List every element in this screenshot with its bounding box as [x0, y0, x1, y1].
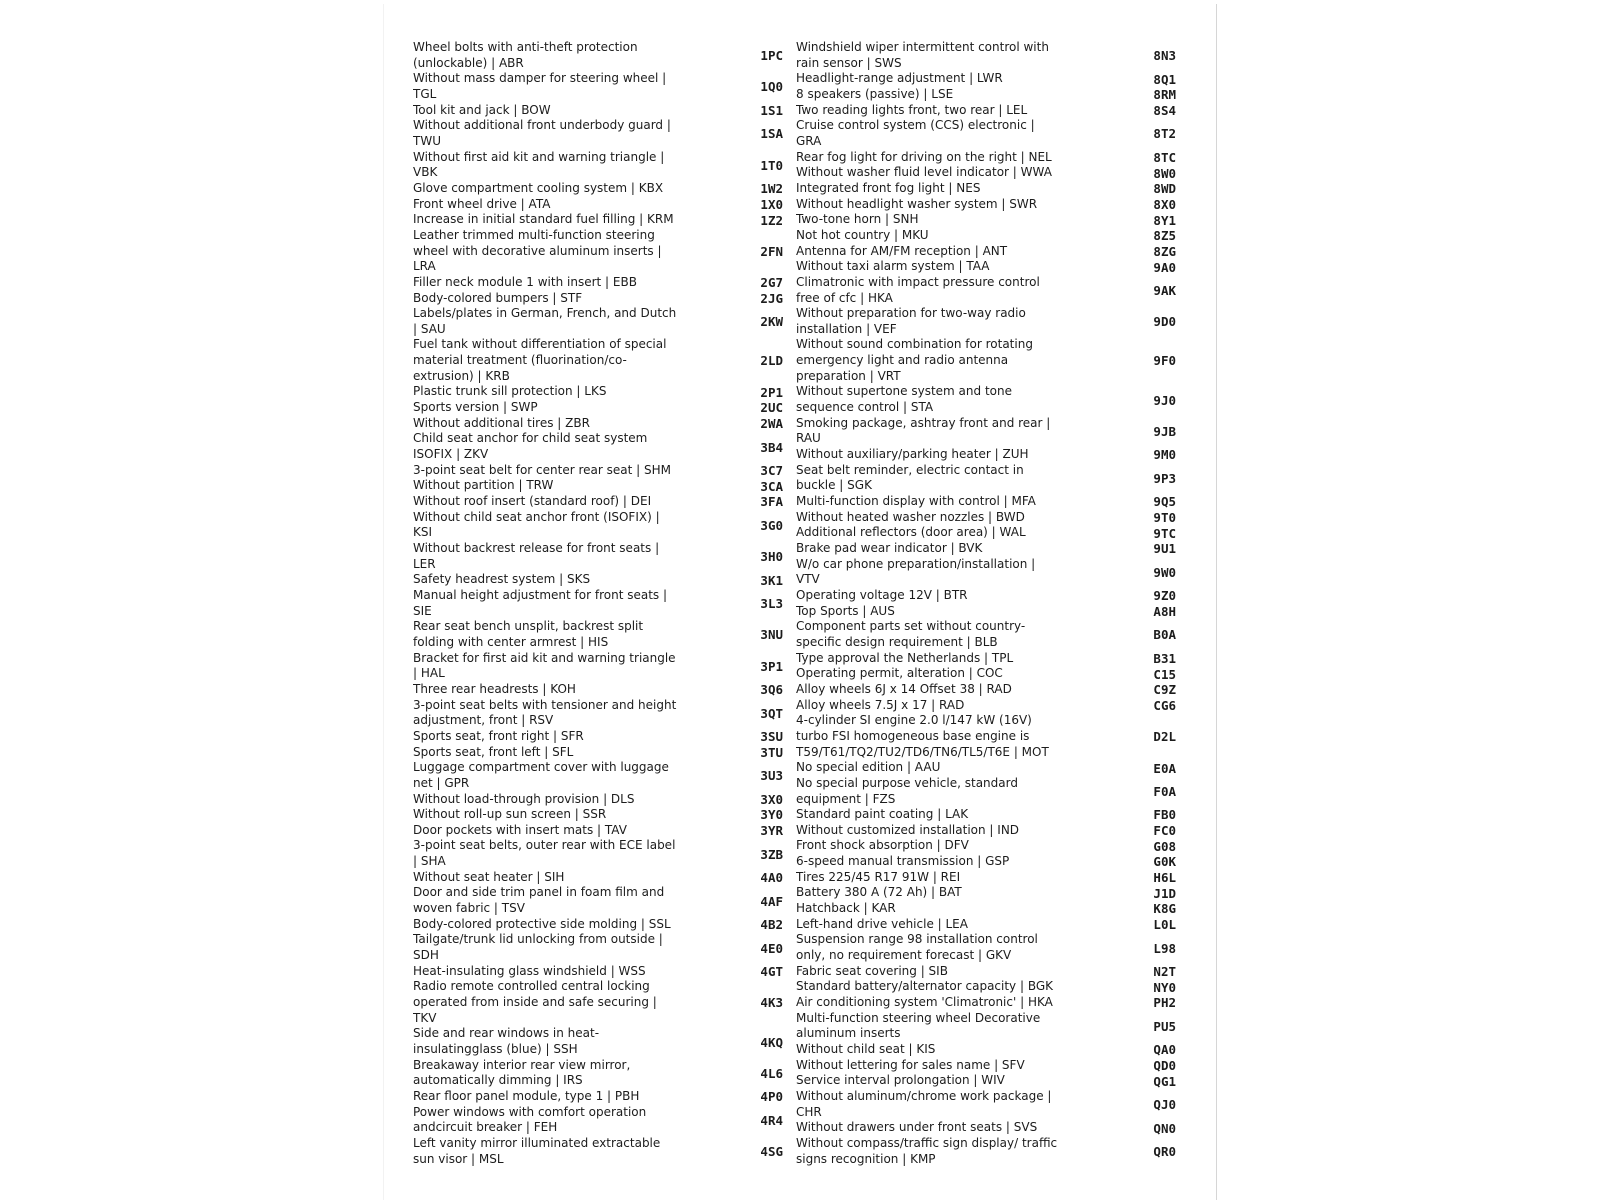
- option-description: Body-colored bumpers | STF: [413, 290, 583, 305]
- option-description: Power windows with comfort operation andcircuit breaker | FEH: [413, 1104, 647, 1135]
- option-description: Integrated front fog light | NES: [796, 180, 981, 195]
- option-description: Without roll-up sun screen | SSR: [413, 807, 607, 822]
- option-code: 3FA: [760, 494, 783, 510]
- option-code: 3G0: [760, 517, 783, 533]
- option-description: Additional reflectors (door area) | WAL: [796, 525, 1026, 540]
- option-description: Door and side trim panel in foam film and woven fabric | TSV: [413, 885, 665, 916]
- option-code: 1W2: [760, 181, 783, 197]
- option-description: Smoking package, ashtray front and rear | RAU: [796, 415, 1051, 446]
- option-description: Rear floor panel module, type 1 | PBH: [413, 1088, 640, 1103]
- option-description: Tires 225/45 R17 91W | REI: [796, 869, 961, 884]
- option-description: Sports version | SWP: [413, 400, 538, 415]
- option-code: 9J0: [1153, 392, 1176, 408]
- option-code: 3U3: [760, 768, 783, 784]
- option-code: QD0: [1153, 1057, 1176, 1073]
- option-description: Left-hand drive vehicle | LEA: [796, 916, 968, 931]
- option-code: 3L3: [760, 596, 783, 612]
- option-code: PH2: [1153, 995, 1176, 1011]
- option-code: L98: [1153, 940, 1176, 956]
- option-code: 4B2: [760, 917, 783, 933]
- option-code: 3YR: [760, 823, 783, 839]
- option-code: 4AF: [760, 893, 783, 909]
- option-code: QA0: [1153, 1042, 1176, 1058]
- option-code: 9W0: [1153, 564, 1176, 580]
- option-description: Rear seat bench unsplit, backrest split folding with center armrest | HIS: [413, 619, 644, 649]
- option-code: 8ZG: [1153, 243, 1176, 259]
- option-code: 1T0: [760, 157, 783, 173]
- option-description: Without auxiliary/parking heater | ZUH: [796, 447, 1029, 462]
- option-description: Two reading lights front, two rear | LEL: [796, 102, 1028, 117]
- option-description: Without compass/traffic sign display/ traffic signs recognition | KMP: [796, 1135, 1058, 1166]
- option-code: 9F0: [1153, 353, 1176, 369]
- option-code: 4KQ: [760, 1034, 783, 1050]
- option-code: H6L: [1153, 870, 1176, 886]
- option-code: 8Y1: [1153, 212, 1176, 228]
- option-description: Without lettering for sales name | SFV: [796, 1057, 1025, 1072]
- option-code: 4SG: [760, 1144, 783, 1160]
- option-description: Left vanity mirror illuminated extractable sun visor | MSL: [413, 1135, 661, 1166]
- option-code: 2WA: [760, 416, 783, 432]
- option-code: G08: [1153, 838, 1176, 854]
- option-code: J1D: [1153, 885, 1176, 901]
- option-description: Air conditioning system 'Climatronic' | HKA: [796, 995, 1053, 1010]
- option-code: 3ZB: [760, 846, 783, 862]
- option-description: Without aluminum/chrome work package | CHR: [796, 1088, 1052, 1119]
- option-code: G0K: [1153, 854, 1176, 870]
- option-code: 3B4: [760, 439, 783, 455]
- option-description: Standard paint coating | LAK: [796, 807, 969, 822]
- option-code: 9Q5: [1153, 494, 1176, 510]
- option-code: CG6: [1153, 697, 1176, 713]
- option-description: Front shock absorption | DFV: [796, 838, 969, 853]
- option-code: 4E0: [760, 940, 783, 956]
- option-description: 6-speed manual transmission | GSP: [796, 854, 1010, 869]
- option-description: Without additional front underbody guard | TWU: [413, 118, 671, 148]
- option-description: Climatronic with impact pressure control free of cfc | HKA: [796, 274, 1040, 305]
- option-description: 3-point seat belts, outer rear with ECE label | SHA: [413, 838, 676, 869]
- option-code: 4L6: [760, 1065, 783, 1081]
- option-code: E0A: [1153, 760, 1176, 776]
- option-description: No special purpose vehicle, standard equipment | FZS: [796, 775, 1018, 806]
- option-description: Antenna for AM/FM reception | ANT: [796, 243, 1008, 258]
- option-description: Type approval the Netherlands | TPL: [796, 650, 1014, 665]
- options-column-left: [413, 40, 783, 1167]
- option-description: Without mass damper for steering wheel | TGL: [413, 71, 667, 101]
- option-description: Without seat heater | SIH: [413, 869, 565, 884]
- option-description: Body-colored protective side molding | SSL: [413, 916, 671, 931]
- option-description: Without backrest release for front seats | LER: [413, 541, 660, 571]
- option-description: Heat-insulating glass windshield | WSS: [413, 963, 646, 978]
- option-description: 3-point seat belts with tensioner and height adjustment, front | RSV: [413, 697, 677, 728]
- option-code: QN0: [1153, 1120, 1176, 1136]
- option-code: 3QT: [760, 705, 783, 721]
- option-code: 9U1: [1153, 541, 1176, 557]
- option-code: 8N3: [1153, 48, 1176, 64]
- option-code: 2JG: [760, 290, 783, 306]
- option-description: Without supertone system and tone sequence control | STA: [796, 384, 1012, 415]
- option-description: Sports seat, front left | SFL: [413, 744, 574, 759]
- option-code: 1Q0: [760, 79, 783, 95]
- option-code: 4GT: [760, 964, 783, 980]
- option-description: Glove compartment cooling system | KBX: [413, 180, 664, 195]
- option-code: 9T0: [1153, 510, 1176, 526]
- option-code: A8H: [1153, 603, 1176, 619]
- option-description: Filler neck module 1 with insert | EBB: [413, 274, 637, 289]
- option-description: Standard battery/alternator capacity | BGK: [796, 979, 1054, 994]
- option-code: 2UC: [760, 400, 783, 416]
- option-code: 9M0: [1153, 447, 1176, 463]
- option-description: Without roof insert (standard roof) | DEI: [413, 494, 652, 509]
- option-code: 9JB: [1153, 423, 1176, 439]
- option-description: Without drawers under front seats | SVS: [796, 1120, 1038, 1135]
- option-description: Brake pad wear indicator | BVK: [796, 541, 983, 555]
- option-code: 8T2: [1153, 126, 1176, 142]
- option-code: 4R4: [760, 1112, 783, 1128]
- option-description: Without child seat | KIS: [796, 1042, 936, 1056]
- option-code: 1X0: [760, 196, 783, 212]
- option-description: Safety headrest system | SKS: [413, 572, 591, 587]
- option-description: Windshield wiper intermittent control with rain sensor | SWS: [796, 40, 1049, 70]
- option-code: 3TU: [760, 744, 783, 760]
- option-code: B0A: [1153, 627, 1176, 643]
- option-description: Not hot country | MKU: [796, 227, 929, 242]
- option-code: L0L: [1153, 917, 1176, 933]
- option-description: Without taxi alarm system | TAA: [796, 259, 990, 274]
- option-description: Service interval prolongation | WIV: [796, 1073, 1005, 1088]
- option-description: Without headlight washer system | SWR: [796, 196, 1038, 211]
- option-description: Two-tone horn | SNH: [796, 212, 919, 227]
- option-code: 1Z2: [760, 212, 783, 228]
- option-code: K8G: [1153, 901, 1176, 917]
- option-description: Seat belt reminder, electric contact in buckle | SGK: [796, 462, 1024, 493]
- option-description: Operating permit, alteration | COC: [796, 666, 1003, 681]
- option-description: Door pockets with insert mats | TAV: [413, 822, 627, 837]
- option-description: Multi-function display with control | MFA: [796, 494, 1036, 509]
- option-description: Without washer fluid level indicator | WWA: [796, 165, 1052, 180]
- option-description: Front wheel drive | ATA: [413, 196, 551, 211]
- option-description: Without additional tires | ZBR: [413, 415, 590, 430]
- option-code: 3Q6: [760, 682, 783, 698]
- option-code: 3Y0: [760, 807, 783, 823]
- option-description: Cruise control system (CCS) electronic | GRA: [796, 118, 1035, 148]
- option-code: 1S1: [760, 102, 783, 118]
- option-description: W/o car phone preparation/installation | VTV: [796, 556, 1036, 587]
- option-description: Fuel tank without differentiation of special material treatment (fluorination/co- extrusion) | KRB: [413, 337, 667, 383]
- option-code: 2KW: [760, 314, 783, 330]
- option-description: 4-cylinder SI engine 2.0 l/147 kW (16V) turbo FSI homogeneous base engine is T59/T61/TQ2/TU2/TD6/TN6/TL5/T6E | MOT: [796, 713, 1049, 759]
- option-description: Hatchback | KAR: [796, 901, 896, 916]
- option-code: 8TC: [1153, 149, 1176, 165]
- option-description: Sports seat, front right | SFR: [413, 728, 584, 743]
- option-code: 8S4: [1153, 102, 1176, 118]
- option-description: Component parts set without country- specific design requirement | BLB: [796, 619, 1026, 649]
- option-description: Without child seat anchor front (ISOFIX) | KSI: [413, 509, 660, 540]
- option-code: NY0: [1153, 979, 1176, 995]
- option-code: FC0: [1153, 823, 1176, 839]
- option-description: Tool kit and jack | BOW: [413, 102, 551, 117]
- option-code: 8Q1: [1153, 71, 1176, 87]
- option-description: Alloy wheels 6J x 14 Offset 38 | RAD: [796, 681, 1012, 696]
- option-code: 2P1: [760, 384, 783, 400]
- option-code: D2L: [1153, 729, 1176, 745]
- option-code: 3CA: [760, 478, 783, 494]
- option-description: Fabric seat covering | SIB: [796, 963, 948, 978]
- option-code: 8W0: [1153, 165, 1176, 181]
- option-code: 8RM: [1153, 87, 1176, 103]
- option-code: C15: [1153, 666, 1176, 682]
- option-code: 9Z0: [1153, 588, 1176, 604]
- option-code: 9P3: [1153, 470, 1176, 486]
- option-code: N2T: [1153, 964, 1176, 980]
- option-code: 3C7: [760, 463, 783, 479]
- option-code: 3NU: [760, 627, 783, 643]
- option-description: Luggage compartment cover with luggage net | GPR: [413, 760, 669, 790]
- option-code: 3SU: [760, 729, 783, 745]
- option-description: Wheel bolts with anti-theft protection (unlockable) | ABR: [413, 40, 638, 70]
- option-code: 1SA: [760, 126, 783, 142]
- option-description: 8 speakers (passive) | LSE: [796, 86, 954, 101]
- option-code: 9AK: [1153, 283, 1176, 298]
- option-code: 8X0: [1153, 196, 1176, 212]
- option-code: PU5: [1153, 1018, 1176, 1034]
- option-description: Manual height adjustment for front seats | SIE: [413, 587, 668, 618]
- option-description: Without partition | TRW: [413, 478, 554, 493]
- option-description: Alloy wheels 7.5J x 17 | RAD: [796, 697, 965, 712]
- option-code: 1PC: [760, 48, 783, 64]
- option-description: Labels/plates in German, French, and Dutch | SAU: [413, 306, 677, 336]
- option-description: Without first aid kit and warning triangle | VBK: [413, 149, 665, 180]
- option-description: Battery 380 A (72 Ah) | BAT: [796, 885, 962, 900]
- option-description: Without heated washer nozzles | BWD: [796, 509, 1025, 524]
- option-code: 2LD: [760, 353, 783, 369]
- option-code: 2FN: [760, 243, 783, 259]
- option-description: Three rear headrests | KOH: [413, 681, 576, 696]
- option-description: Suspension range 98 installation control only, no requirement forecast | GKV: [796, 932, 1038, 963]
- option-description: Without customized installation | IND: [796, 822, 1020, 837]
- option-description: Plastic trunk sill protection | LKS: [413, 384, 607, 399]
- option-code: 8Z5: [1153, 228, 1176, 244]
- option-description: Radio remote controlled central locking operated from inside and safe securing | TKV: [413, 979, 657, 1025]
- option-code: 4P0: [760, 1089, 783, 1105]
- option-code: 4K3: [760, 995, 783, 1011]
- options-column-right: [796, 40, 1176, 1167]
- option-description: Leather trimmed multi-function steering wheel with decorative aluminum inserts | LRA: [413, 227, 662, 274]
- option-code: 3X0: [760, 791, 783, 807]
- option-description: Headlight-range adjustment | LWR: [796, 71, 1003, 86]
- option-description: No special edition | AAU: [796, 760, 941, 775]
- option-code: 9D0: [1153, 314, 1176, 330]
- option-description: Increase in initial standard fuel filling | KRM: [413, 212, 674, 227]
- option-code: 2G7: [760, 275, 783, 291]
- option-code: QR0: [1153, 1144, 1176, 1160]
- option-code: 9TC: [1153, 525, 1176, 541]
- option-description: Bracket for first aid kit and warning triangle | HAL: [413, 650, 676, 681]
- option-description: Multi-function steering wheel Decorative aluminum inserts: [796, 1010, 1041, 1041]
- option-code: 3K1: [760, 572, 783, 588]
- option-code: B31: [1153, 650, 1176, 666]
- option-description: Tailgate/trunk lid unlocking from outside | SDH: [413, 932, 663, 963]
- option-code: 3H0: [760, 549, 783, 565]
- option-code: 8WD: [1153, 181, 1176, 197]
- option-code: F0A: [1153, 784, 1176, 799]
- option-code: 4A0: [760, 870, 783, 886]
- option-code: 9A0: [1153, 259, 1176, 275]
- option-description: Rear fog light for driving on the right | NEL: [796, 149, 1052, 164]
- option-code: FB0: [1153, 807, 1176, 823]
- option-description: 3-point seat belt for center rear seat | SHM: [413, 462, 671, 477]
- option-description: Breakaway interior rear view mirror, automatically dimming | IRS: [413, 1057, 631, 1088]
- option-description: Without sound combination for rotating emergency light and radio antenna preparation | VRT: [796, 337, 1033, 383]
- option-description: Without preparation for two-way radio installation | VEF: [796, 306, 1026, 336]
- option-code: 3P1: [760, 658, 783, 674]
- option-description: Operating voltage 12V | BTR: [796, 587, 968, 602]
- option-code: C9Z: [1153, 682, 1176, 698]
- option-description: Side and rear windows in heat- insulatingglass (blue) | SSH: [413, 1026, 600, 1056]
- option-description: Child seat anchor for child seat system ISOFIX | ZKV: [413, 431, 648, 462]
- option-description: Top Sports | AUS: [796, 603, 895, 618]
- option-code: QJ0: [1153, 1097, 1176, 1113]
- option-code: QG1: [1153, 1073, 1176, 1089]
- option-description: Without load-through provision | DLS: [413, 791, 635, 806]
